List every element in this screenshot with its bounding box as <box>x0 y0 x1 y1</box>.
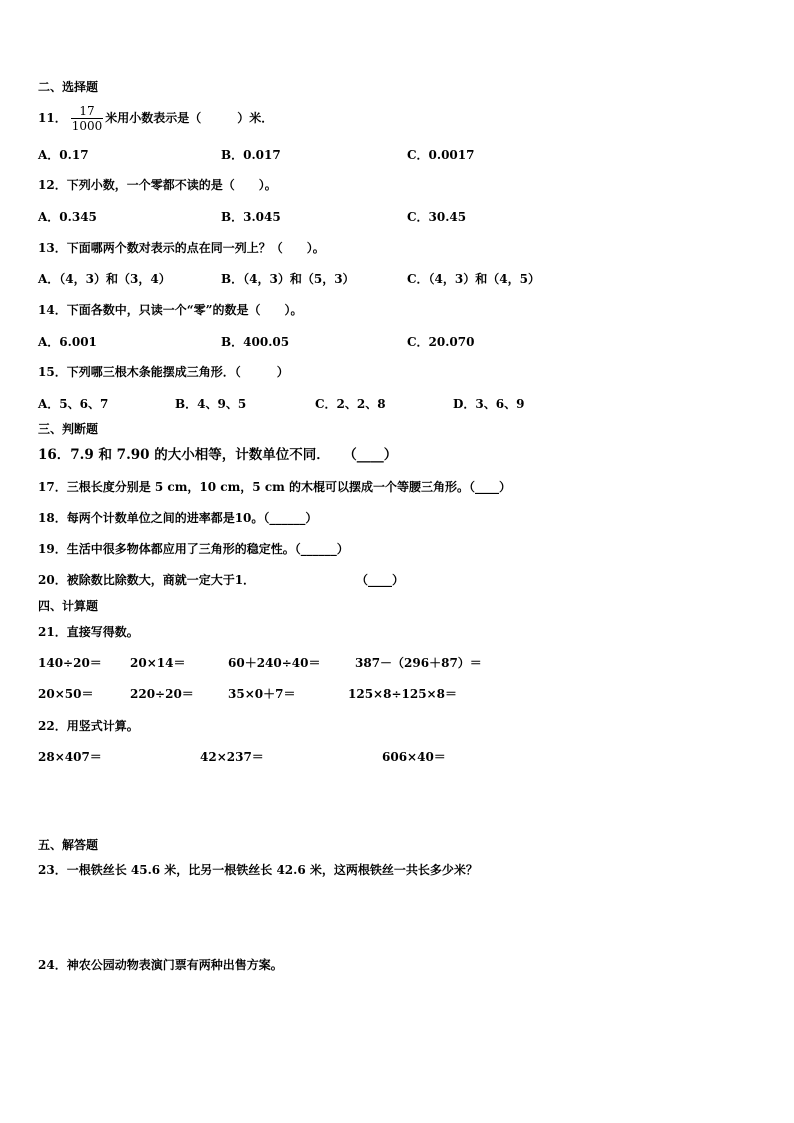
fraction-numerator: 17 <box>71 104 104 119</box>
question-16: 16．7.9 和 7.90 的大小相等，计数单位不同． （____） <box>38 447 398 463</box>
option-a: A．6.001 <box>38 335 97 349</box>
option-c: C．2、2、8 <box>315 397 386 411</box>
question-21: 21．直接写得数。 <box>38 625 139 639</box>
calc-item: 42×237＝ <box>200 750 264 764</box>
question-15: 15．下列哪三根木条能摆成三角形．（ ） <box>38 365 289 379</box>
question-17: 17．三根长度分别是 5 cm，10 cm，5 cm 的木棍可以摆成一个等腰三角形。（____） <box>38 480 512 494</box>
calc-item: 28×407＝ <box>38 750 102 764</box>
question-18: 18．每两个计数单位之间的进率都是10。（______） <box>38 511 318 525</box>
option-a: A．0.345 <box>38 210 97 224</box>
question-13: 13．下面哪两个数对表示的点在同一列上？（ ）。 <box>38 241 325 255</box>
question-20: 20．被除数比除数大，商就一定大于1． <box>38 573 256 587</box>
section-title: 三、判断题 <box>38 422 99 436</box>
question-23: 23．一根铁丝长 45.6 米，比另一根铁丝长 42.6 米，这两根铁丝一共长多少米？ <box>38 863 478 877</box>
option-a: A．（4，3）和（3，4） <box>38 272 171 286</box>
calc-item: 125×8÷125×8＝ <box>348 687 457 701</box>
fraction-denominator: 1000 <box>71 119 103 133</box>
option-a: A．5、6、7 <box>38 397 109 411</box>
answer-blank: （____） <box>356 573 405 587</box>
calc-item: 606×40＝ <box>382 750 446 764</box>
question-19: 19．生活中很多物体都应用了三角形的稳定性。（______） <box>38 542 349 556</box>
question-14: 14．下面各数中，只读一个“零”的数是（ ）。 <box>38 303 303 317</box>
section-title: 五、解答题 <box>38 838 99 852</box>
option-b: B．（4，3）和（5，3） <box>221 272 355 286</box>
calc-item: 35×0＋7＝ <box>228 687 296 701</box>
option-c: C．30.45 <box>407 210 467 224</box>
option-b: B．0.017 <box>221 148 281 162</box>
option-c: C．（4，3）和（4，5） <box>407 272 540 286</box>
question-text: 米用小数表示是（ ）米． <box>105 111 274 125</box>
question-22: 22．用竖式计算。 <box>38 719 139 733</box>
calc-item: 60＋240÷40＝ <box>228 656 321 670</box>
question-12: 12．下列小数，一个零都不读的是（ ）。 <box>38 178 277 192</box>
question-11 <box>38 97 273 139</box>
option-c: C．20.070 <box>407 335 475 349</box>
section-title: 四、计算题 <box>38 599 99 613</box>
calc-item: 20×50＝ <box>38 687 94 701</box>
fraction <box>71 104 104 133</box>
calc-item: 220÷20＝ <box>130 687 194 701</box>
option-b: B．3.045 <box>221 210 281 224</box>
question-24: 24．神农公园动物表演门票有两种出售方案。 <box>38 958 283 972</box>
option-c: C．0.0017 <box>407 148 475 162</box>
calc-item: 20×14＝ <box>130 656 186 670</box>
section-title: 二、选择题 <box>38 80 99 94</box>
option-d: D．3、6、9 <box>453 397 525 411</box>
option-b: B．4、9、5 <box>175 397 247 411</box>
question-number: 11． <box>38 111 67 125</box>
option-b: B．400.05 <box>221 335 290 349</box>
option-a: A．0.17 <box>38 148 89 162</box>
calc-item: 387－（296＋87）＝ <box>355 656 482 670</box>
calc-item: 140÷20＝ <box>38 656 102 670</box>
